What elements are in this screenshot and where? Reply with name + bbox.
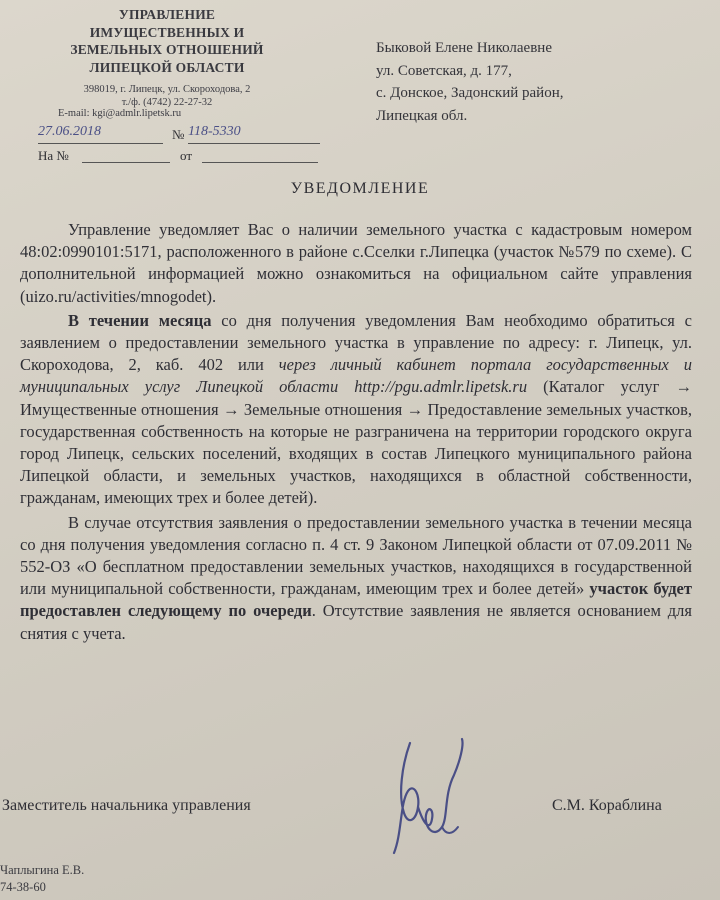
ref-from-label: от bbox=[180, 148, 193, 163]
registration-date: 27.06.2018 bbox=[38, 124, 101, 139]
paragraph-3-end: . Отсутствие заявления не является основанием для снятия с учета. bbox=[20, 601, 692, 643]
document-title: УВЕДОМЛЕНИЕ bbox=[290, 180, 430, 197]
org-name-line: УПРАВЛЕНИЕ bbox=[118, 7, 216, 22]
ref-number-label: На № bbox=[38, 148, 69, 163]
document-body bbox=[20, 219, 692, 647]
paragraph-3-text: В случае отсутствия заявления о предоставлении земельного участка в течении месяца со дня получения уведомления согласно п. 4 ст. 9 Законом Липецкой области от 07.09.2011 № 552-ОЗ «О бесплатном предоставлении земельных участков, находящихся в государственной или муниципальной собственности, гражданам, имеющим трех и более детей» bbox=[20, 512, 692, 599]
registration-number: 118-5330 bbox=[188, 124, 241, 139]
recipient-block bbox=[376, 37, 564, 127]
executor-block bbox=[0, 862, 84, 896]
org-name bbox=[52, 6, 282, 76]
org-name-line: ИМУЩЕСТВЕННЫХ И bbox=[89, 24, 245, 40]
number-sign: № bbox=[172, 127, 185, 142]
org-phone: т./ф. (4742) 22-27-32 bbox=[121, 97, 213, 108]
paragraph-1: Управление уведомляет Вас о наличии земельного участка с кадастровым номером 48:02:0990101:5171, расположенного в районе с.Сселки г.Липецка (участок №579 по схеме). С дополнительной информацией можно ознакомиться на официальном сайте управления (uizo.ru/activities/mnogodet). bbox=[20, 220, 692, 306]
paragraph-2 bbox=[20, 310, 692, 510]
signatory-name: С.М. Кораблина bbox=[552, 797, 662, 814]
org-address bbox=[52, 83, 282, 109]
paragraph-3 bbox=[20, 512, 692, 645]
org-email: E-mail: kgi@admlr.lipetsk.ru bbox=[58, 108, 182, 119]
executor-name: Чаплыгина Е.В. bbox=[0, 863, 85, 877]
registration-line bbox=[38, 126, 320, 146]
signatory-position: Заместитель начальника управления bbox=[2, 797, 251, 814]
handwritten-signature bbox=[372, 735, 482, 865]
date-underline bbox=[38, 143, 163, 144]
org-address-street: 398019, г. Липецк, ул. Скороходова, 2 bbox=[83, 84, 251, 95]
ref-number-blank bbox=[82, 162, 170, 163]
recipient-village: с. Донское, Задонский район, bbox=[376, 85, 564, 101]
deadline-emphasis: В течении месяца bbox=[68, 310, 212, 330]
executor-phone: 74-38-60 bbox=[0, 880, 46, 894]
recipient-street: ул. Советская, д. 177, bbox=[376, 62, 512, 79]
recipient-region: Липецкая обл. bbox=[376, 107, 468, 124]
paragraph-2-text: со дня получения уведомления Вам необходимо обратиться с заявлением о предоставлении земельного участка в управление по адресу: г. Липецк, ул. Скороходова, 2, каб. 402 или bbox=[20, 310, 692, 375]
queue-emphasis: участок будет предоставлен следующему по очереди bbox=[20, 579, 692, 621]
reference-line bbox=[38, 148, 320, 168]
recipient-name: Быковой Елене Николаевне bbox=[376, 40, 552, 56]
org-name-line: ЛИПЕЦКОЙ ОБЛАСТИ bbox=[89, 59, 245, 75]
portal-link-text: через личный кабинет портала государственных и муниципальных услуг Липецкой области http://pgu.admlr.lipetsk.ru bbox=[20, 355, 693, 397]
ref-date-blank bbox=[202, 162, 318, 163]
number-underline bbox=[188, 143, 320, 144]
paragraph-2-catalog: (Каталог услуг → Имущественные отношения → Земельные отношения → Предоставление земельных участков, государственная собственность на которые не разграничена на территории городского округа город Липецк, сельских поселений, входящих в состав Липецкого муниципального района Липецкой области, и земельных участков, находящихся в областной собственности, гражданам, имеющих трех и более детей). bbox=[20, 377, 692, 508]
org-name-line: ЗЕМЕЛЬНЫХ ОТНОШЕНИЙ bbox=[70, 42, 264, 57]
